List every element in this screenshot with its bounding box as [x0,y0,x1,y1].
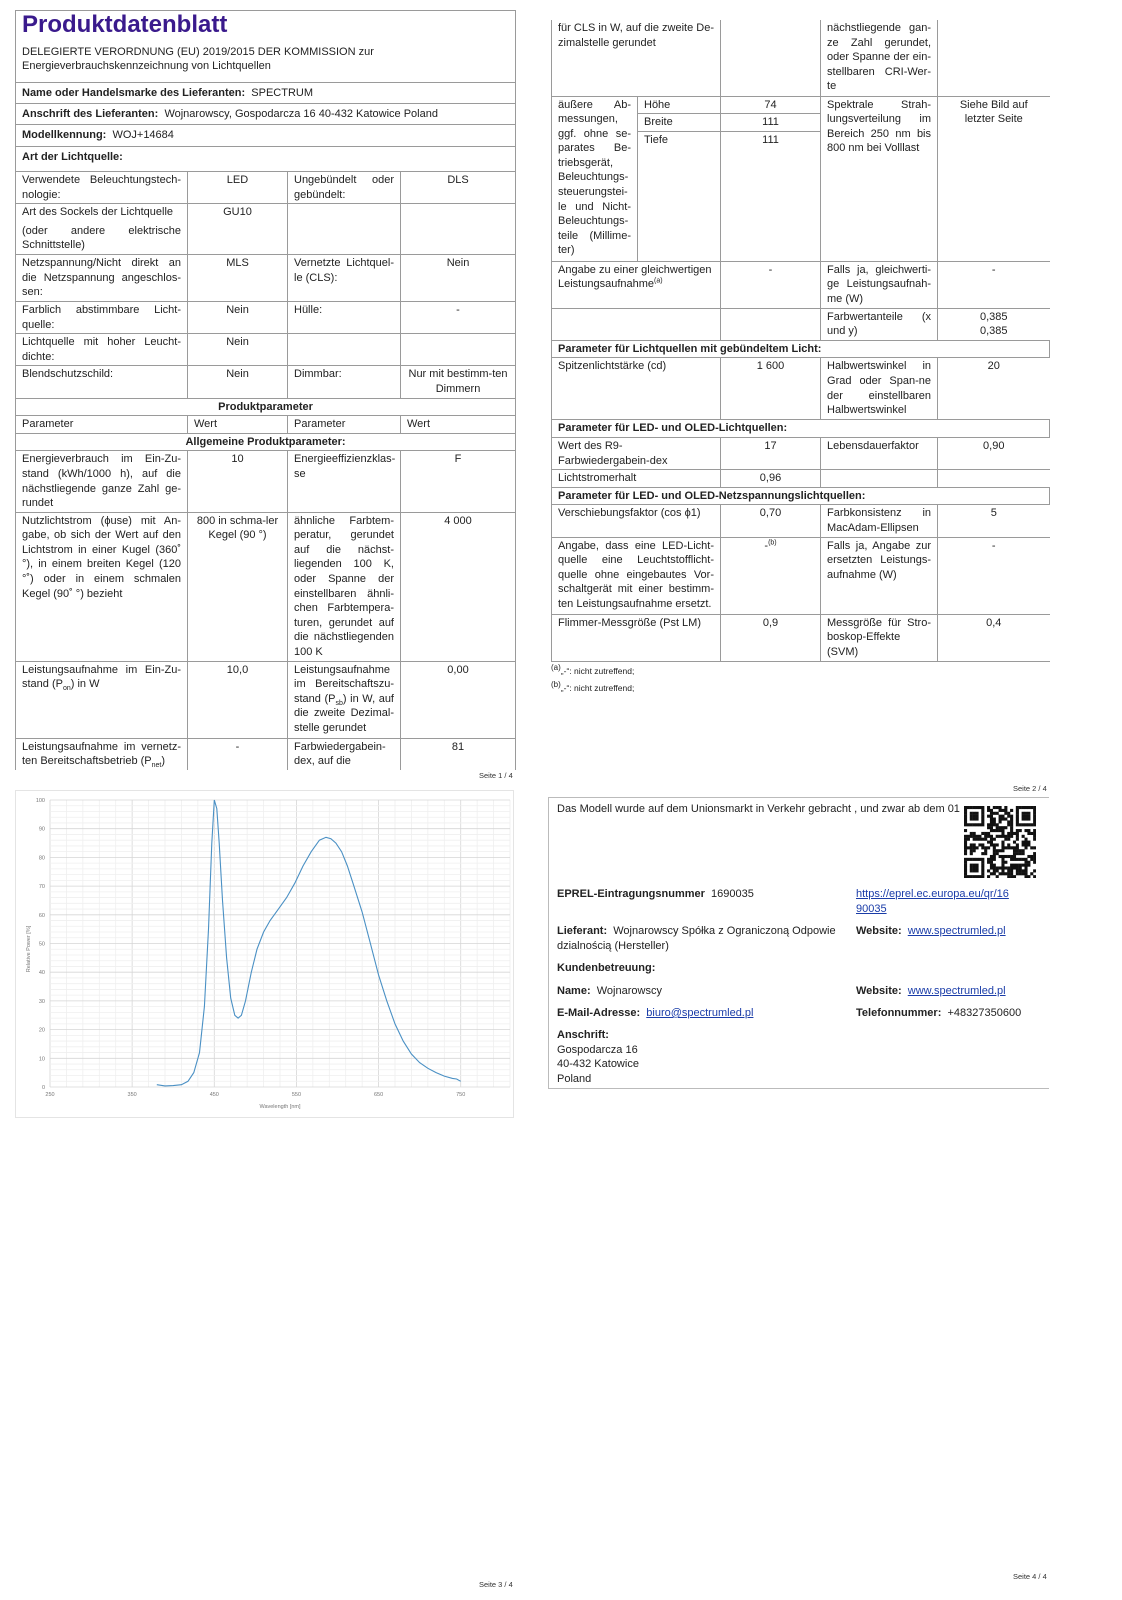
email-link[interactable]: biuro@spectrumled.pl [646,1007,754,1019]
param-value: DLS [401,172,516,204]
dimensions-label: äußere Ab-messungen, ggf. ohne se-parates Be-triebsgerät, Beleuchtungs-steuerungstei-le und Nicht-Beleuchtungs-teile (Millime-ter) [552,96,638,261]
param-label: Vernetzte Lichtquel-le (CLS): [288,255,401,302]
footnote-a: $^{(a)}$„-“: nicht zutreffend; [551,662,635,676]
table-row [16,255,516,302]
x-tick-label: 250 [45,1092,55,1098]
param-value: LED [188,172,288,204]
table-row [16,172,516,204]
param-label: Energieeffizienzklas-se [288,451,401,512]
name-label: Name: [557,985,591,997]
customer-service-heading: Kundenbetreuung: [557,962,656,974]
table-row [16,334,516,366]
supplier-address: Wojnarowscy, Gospodarcza 16 40-432 Katowice Poland [164,108,438,120]
param-value: 10,0 [188,661,288,738]
param-label: Wert des R9-Farbwiedergabein-dex [552,438,721,470]
y-tick-label: 100 [35,798,45,804]
param-value: - [938,537,1050,614]
param-label: ähnliche Farbtem-peratur, gerundet auf die nächst-liegenden 100 K, oder Spanne der einstellbaren ähnli-chen Farbtempera-turen, gerundet auf die nächstliegenden 100 K [288,512,401,661]
spectral-label: Spektrale Strah-lungsverteilung im Bereich 250 nm bis 800 nm bei Volllast [821,96,938,261]
param-label: Lichtquelle mit hoher Leucht-dichte: [16,334,188,366]
qr-code[interactable] [964,806,1036,878]
model-id: WOJ+14684 [112,129,174,141]
param-label: Blendschutzschild: [16,366,188,398]
supplier-name-label: Name oder Handelsmarke des Lieferanten: [22,87,246,99]
table-row [16,301,516,333]
height-label: Höhe [638,96,721,114]
param-label: Farbwertanteile (x und y) [821,308,938,340]
y-tick-label: 50 [38,941,45,948]
phone-label: Telefonnummer: [856,1007,942,1019]
x-tick-label: 750 [456,1092,466,1098]
page-2 [551,20,1049,697]
y-tick-label: 0 [41,1085,45,1091]
param-value: 17 [721,438,821,470]
height-value: 74 [721,96,821,114]
param-label: Spitzenlichtstärke (cd) [552,358,721,420]
address-line: 40-432 Katowice [557,1058,639,1071]
param-label: Falls ja, Angabe zur ersetzten Leistungs-aufnahme (W) [821,537,938,614]
param-value: Nur mit bestimm-ten Dimmern [401,366,516,398]
param-value: - [721,261,821,308]
page-4 [548,797,1049,1089]
x-axis-label: Wavelength [nm] [259,1104,301,1110]
product-params-heading: Produktparameter [16,398,516,416]
table-row [16,204,516,255]
y-tick-label: 60 [38,912,45,919]
y-tick-label: 10 [38,1056,45,1063]
depth-label: Tiefe [638,131,721,261]
y-tick-label: 30 [38,998,45,1005]
website-link[interactable]: www.spectrumled.pl [907,925,1006,937]
param-label: Angabe, dass eine LED-Licht-quelle eine Leuchtstofflicht-quelle ohne eingebautes Vor-schaltgerät mit einer bestimm-ten Leistungsaufnahme ersetzt. [552,537,721,614]
page-title: Produktdatenblatt [22,11,228,38]
y-tick-label: 40 [38,970,45,977]
y-tick-label: 20 [38,1027,45,1034]
supplier-name-cont: dzialnością (Hersteller) [557,939,669,952]
y-tick-label: 70 [38,884,45,891]
model-label: Modellkennung: [22,129,107,141]
param-label: Lebensdauerfaktor [821,438,938,470]
param-value: 0,70 [721,505,821,537]
param-label: Dimmbar: [288,366,401,398]
spectral-value: Siehe Bild auf letzter Seite [938,96,1050,261]
table-row [16,366,516,398]
param-value: MLS [188,255,288,302]
phone-number: +48327350600 [947,1007,1022,1019]
param-value: -$^{(b)}$ [721,537,821,614]
width-value: 111 [721,114,821,132]
width-label: Breite [638,114,721,132]
table-row [16,512,516,661]
param-value: Nein [188,366,288,398]
param-label: Art des Sockels der Lichtquelle [22,206,174,219]
param-value: - [188,738,288,770]
table-row [16,661,516,738]
page-number: Seite 2 / 4 [1013,784,1047,793]
supplier-label: Lieferant: [557,925,608,937]
param-value: 0,00 [401,661,516,738]
y-axis-label: Relative Power [%] [26,925,32,973]
x-tick-label: 650 [373,1092,384,1098]
light-source-type-heading: Art der Lichtquelle: [22,151,123,163]
param-value: 81 [401,738,516,770]
market-date-text: Das Modell wurde auf dem Unionsmarkt in Verkehr gebracht , und zwar ab dem 01 [557,803,960,815]
param-label: Hülle: [288,301,401,333]
depth-value: 111 [721,131,821,261]
page-1 [15,10,515,770]
param-value: 1 600 [721,358,821,420]
column-headers [16,416,516,434]
param-label: Netzspannung/Nicht direkt an die Netzspannung angeschlos-sen: [16,255,188,302]
general-params-heading: Allgemeine Produktparameter: [16,433,516,451]
param-value: F [401,451,516,512]
param-value: 0,385 0,385 [938,308,1050,340]
column-header: Wert [401,416,516,434]
param-value: 5 [938,505,1050,537]
param-label: Leistungsaufnahme im vernetz-ten Bereitschaftsbetrieb $(P_{net})$ [16,738,188,770]
email-label: E-Mail-Adresse: [557,1007,641,1019]
website-link[interactable]: www.spectrumled.pl [907,985,1006,997]
param-value: 20 [938,358,1050,420]
param-value: 800 in schma-ler Kegel (90 °) [188,512,288,661]
y-tick-label: 80 [38,855,45,862]
param-label: Ungebündelt oder gebündelt: [288,172,401,204]
param-value: - [938,261,1050,308]
column-header: Wert [188,416,288,434]
address-line: Gospodarcza 16 [557,1043,638,1056]
param-value: 0,96 [721,470,821,488]
website-label: Website: [856,985,902,997]
param-label: Falls ja, gleichwerti-ge Leistungsaufnah-me (W) [821,261,938,308]
website-label: Website: [856,925,902,937]
table-row [16,451,516,512]
param-value: 0,9 [721,614,821,661]
param-label: Energieverbrauch im Ein-Zu-stand (kWh/1000 h), auf die nächstliegende ganze Zahl ge-rundet [16,451,188,512]
param-value: Nein [401,255,516,302]
column-header: Parameter [288,416,401,434]
address-line: Poland [557,1072,592,1085]
supplier-name: Wojnarowscy Spółka z Ograniczoną Odpowie [613,925,836,937]
param-value: 4 000 [401,512,516,661]
param-label: (oder andere elektrische Schnittstelle) [22,224,181,252]
address-label: Anschrift: [557,1029,609,1041]
directional-heading: Parameter für Lichtquellen mit gebündeltem Licht: [552,340,1050,358]
param-label: Verwendete Beleuchtungstech-nologie: [16,172,188,204]
param-value: 10 [188,451,288,512]
page-number: Seite 1 / 4 [479,771,513,780]
param-label: Farblich abstimmbare Licht-quelle: [16,301,188,333]
param-label: für CLS in W, auf die zweite De-zimalstelle gerundet [552,20,721,96]
param-label: Lichtstromerhalt [552,470,721,488]
x-tick-label: 350 [127,1092,137,1098]
param-label: Farbwiedergabein-dex, auf die [288,738,401,770]
param-label: Verschiebungsfaktor (cos ϕ1) [552,505,721,537]
param-value: 0,90 [938,438,1050,470]
x-tick-label: 550 [291,1092,302,1098]
param-label: nächstliegende gan-ze Zahl gerundet, oder Spanne der ein-stellbaren CRI-Wer-te [821,20,938,96]
param-label: Farbkonsistenz in MacAdam-Ellipsen [821,505,938,537]
eprel-link[interactable]: https://eprel.ec.europa.eu/qr/16 90035 [856,888,1009,915]
table-row [16,738,516,770]
eprel-number: 1690035 [711,888,754,900]
footnote-b: $^{(b)}$„-“: nicht zutreffend; [551,679,635,693]
page-number: Seite 4 / 4 [1013,1572,1047,1581]
eprel-label: EPREL-Eintragungsnummer [557,888,705,900]
regulation-line-1: DELEGIERTE VERORDNUNG (EU) 2019/2015 DER KOMMISSION zur [22,45,374,58]
spectral-distribution-chart [15,790,514,1118]
x-tick-label: 450 [209,1092,219,1098]
param-label: Angabe zu einer gleichwertigen Leistungsaufnahme$^{(a)}$ [552,261,721,308]
contact-name: Wojnarowscy [596,985,662,997]
param-value: GU10 [188,204,288,255]
param-label: Leistungsaufnahme im Bereitschaftszu-stand $(P_{sb})$ in W, auf die zweite Dezimal-stelle gerundet [288,661,401,738]
led-heading: Parameter für LED- und OLED-Lichtquellen: [552,420,1050,438]
param-value: - [401,301,516,333]
supplier-name: SPECTRUM [251,87,313,99]
mains-heading: Parameter für LED- und OLED-Netzspannungslichtquellen: [552,487,1050,505]
spectrum-line [157,800,461,1086]
y-tick-label: 90 [38,826,45,833]
param-label: Leistungsaufnahme im Ein-Zu-stand $(P_{on})$ in W [16,661,188,738]
regulation-line-2: Energieverbrauchskennzeichnung von Lichtquellen [22,60,271,73]
param-label: Halbwertswinkel in Grad oder Span-ne der einstellbaren Halbwertswinkel [821,358,938,420]
param-value: Nein [188,301,288,333]
page-number: Seite 3 / 4 [479,1580,513,1589]
param-value: Nein [188,334,288,366]
supplier-address-label: Anschrift des Lieferanten: [22,108,159,120]
column-header: Parameter [16,416,188,434]
param-value: 0,4 [938,614,1050,661]
param-label: Messgröße für Stro-boskop-Effekte (SVM) [821,614,938,661]
param-label: Nutzlichtstrom (ϕuse) mit An-gabe, ob sich der Wert auf den Lichtstrom in einer Kugel (360˚ °), in einem breiten Kegel (120 °˚) oder in einem schmalen Kegel (90˚ °) bezieht [16,512,188,661]
param-label: Flimmer-Messgröße (Pst LM) [552,614,721,661]
